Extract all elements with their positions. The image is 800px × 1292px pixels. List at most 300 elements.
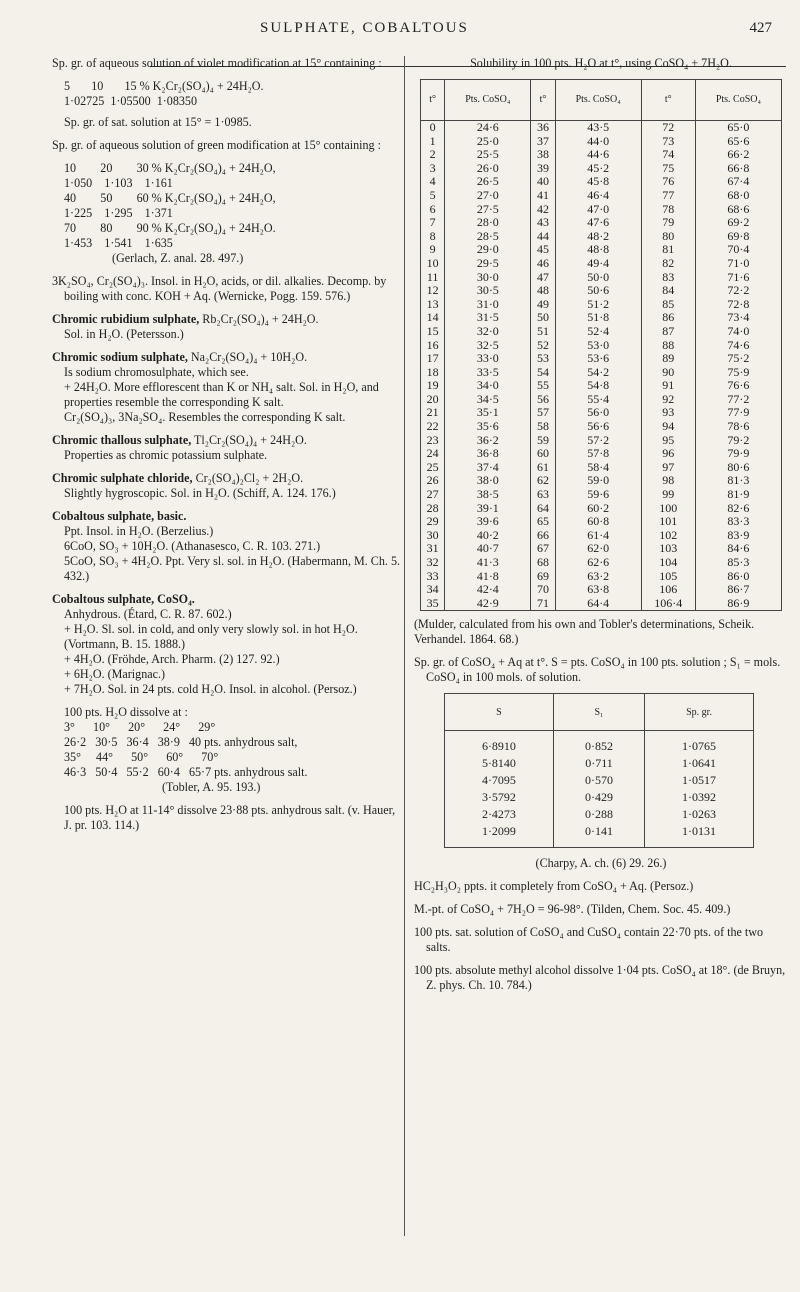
solubility-cell: 77·2	[695, 393, 781, 407]
solubility-cell: 51·2	[555, 298, 641, 312]
solubility-cell: 27·5	[445, 203, 531, 217]
spgr-row	[445, 731, 754, 756]
solubility-cell: 44·6	[555, 148, 641, 162]
solubility-cell: 85	[641, 298, 695, 312]
basic-title: Cobaltous sulphate, basic.	[52, 509, 187, 523]
solubility-cell: 56·6	[555, 420, 641, 434]
solubility-cell: 72	[641, 121, 695, 135]
solubility-cell: 49	[531, 298, 555, 312]
solubility-row	[421, 121, 782, 135]
solubility-row	[421, 474, 782, 488]
solubility-cell: 28	[421, 502, 445, 516]
solubility-row	[421, 203, 782, 217]
solubility-row	[421, 230, 782, 244]
solubility-cell: 29·0	[445, 243, 531, 257]
solubility-cell: 97	[641, 461, 695, 475]
solubility-row	[421, 216, 782, 230]
solubility-cell: 45·2	[555, 162, 641, 176]
solubility-cell: 1	[421, 135, 445, 149]
solubility-cell: 59·0	[555, 474, 641, 488]
spgr-cell: 1·2099	[445, 823, 554, 848]
spgr-cell: 1·0131	[645, 823, 754, 848]
solubility-cell: 27·0	[445, 189, 531, 203]
spgr-cell: 0·852	[553, 731, 644, 756]
solubility-cell: 65·0	[695, 121, 781, 135]
solubility-cell: 39·1	[445, 502, 531, 516]
solubility-cell: 58	[531, 420, 555, 434]
solubility-cell: 53·6	[555, 352, 641, 366]
solubility-cell: 7	[421, 216, 445, 230]
rubidium-entry	[52, 312, 404, 327]
green-intro: Sp. gr. of aqueous solution of green modification at 15° containing :	[52, 138, 381, 152]
sodium-formula: Na₂Cr₂(SO₄)₄ + 10H₂O.	[187, 350, 308, 364]
solubility-row	[421, 556, 782, 570]
spgr-table	[444, 693, 754, 848]
para-copper: 100 pts. sat. solution of CoSO₄ and CuSO₄ contain 22·70 pts. of the two salts.	[414, 925, 764, 955]
spgr-cell: 1·0392	[645, 789, 754, 806]
solubility-row	[421, 570, 782, 584]
temps-row-1: 3° 10° 20° 24° 29°	[64, 720, 216, 734]
solubility-cell: 33·5	[445, 366, 531, 380]
solubility-cell: 39·6	[445, 515, 531, 529]
solubility-cell: 62	[531, 474, 555, 488]
solubility-cell: 57	[531, 406, 555, 420]
solubility-cell: 74·6	[695, 339, 781, 353]
solubility-cell: 17	[421, 352, 445, 366]
basic-line-2: 6CoO, SO₃ + 10H₂O. (Athanasesco, C. R. 103. 271.)	[64, 539, 321, 553]
solubility-cell: 32·0	[445, 325, 531, 339]
solubility-cell: 44·0	[555, 135, 641, 149]
sodium-text-3: Cr₂(SO₄)₃, 3Na₂SO₄. Resembles the corresponding K salt.	[64, 410, 346, 424]
solubility-row	[421, 339, 782, 353]
solubility-cell: 60	[531, 447, 555, 461]
solubility-cell: 56	[531, 393, 555, 407]
spgr-cell: 4·7095	[445, 772, 554, 789]
solubility-row	[421, 148, 782, 162]
thallous-entry	[52, 433, 404, 448]
solubility-cell: 81	[641, 243, 695, 257]
solubility-cell: 83·3	[695, 515, 781, 529]
solubility-cell: 48·2	[555, 230, 641, 244]
solubility-cell: 5	[421, 189, 445, 203]
solubility-cell: 81·3	[695, 474, 781, 488]
solubility-row	[421, 271, 782, 285]
basic-line-1: Ppt. Insol. in H₂O. (Berzelius.)	[64, 524, 214, 538]
solubility-cell: 29	[421, 515, 445, 529]
green-ref: (Gerlach, Z. anal. 28. 497.)	[112, 251, 244, 265]
solubility-title: Solubility in 100 pts. H₂O at t°, using CoSO₄ + 7H₂O.	[470, 56, 732, 70]
solubility-cell: 47·6	[555, 216, 641, 230]
solubility-cell: 76	[641, 175, 695, 189]
chloride-title: Chromic sulphate chloride,	[52, 471, 193, 485]
solubility-cell: 40·7	[445, 542, 531, 556]
solubility-cell: 36·2	[445, 434, 531, 448]
solubility-cell: 78	[641, 203, 695, 217]
charpy-ref: (Charpy, A. ch. (6) 29. 26.)	[535, 856, 667, 871]
solubility-cell: 61	[531, 461, 555, 475]
solubility-cell: 33	[421, 570, 445, 584]
violet-row-2: 1·02725 1·05500 1·08350	[64, 94, 198, 108]
spgr-header-cell: S	[445, 694, 554, 731]
solubility-header-cell: t°	[641, 80, 695, 121]
solubility-cell: 58·4	[555, 461, 641, 475]
solubility-cell: 20	[421, 393, 445, 407]
violet-intro: Sp. gr. of aqueous solution of violet modification at 15° containing :	[52, 56, 382, 70]
solubility-cell: 57·2	[555, 434, 641, 448]
solubility-cell: 56·0	[555, 406, 641, 420]
solubility-row	[421, 366, 782, 380]
spgr-row	[445, 806, 754, 823]
solubility-cell: 25·5	[445, 148, 531, 162]
sodium-text-1: Is sodium chromosulphate, which see.	[64, 365, 249, 379]
temps-row-2: 35° 44° 50° 60° 70°	[64, 750, 219, 764]
solubility-cell: 52	[531, 339, 555, 353]
solubility-cell: 34·0	[445, 379, 531, 393]
spgr-cell: 6·8910	[445, 731, 554, 756]
solubility-cell: 38	[531, 148, 555, 162]
green-line-5: 70 80 90 % K₂Cr₂(SO₄)₄ + 24H₂O.	[64, 221, 276, 235]
solubility-cell: 64	[531, 502, 555, 516]
solubility-cell: 71·0	[695, 257, 781, 271]
solubility-cell: 34	[421, 583, 445, 597]
solubility-cell: 77·9	[695, 406, 781, 420]
solubility-cell: 66·8	[695, 162, 781, 176]
solubility-cell: 67·4	[695, 175, 781, 189]
spgr-cell: 0·288	[553, 806, 644, 823]
solubility-cell: 82	[641, 257, 695, 271]
solubility-cell: 41·3	[445, 556, 531, 570]
rubidium-formula: Rb₂Cr₂(SO₄)₄ + 24H₂O.	[199, 312, 319, 326]
solubility-cell: 33·0	[445, 352, 531, 366]
solubility-row	[421, 325, 782, 339]
solubility-cell: 74	[641, 148, 695, 162]
solubility-cell: 76·6	[695, 379, 781, 393]
solubility-cell: 57·8	[555, 447, 641, 461]
solubility-cell: 54·2	[555, 366, 641, 380]
basic-line-3: 5CoO, SO₃ + 4H₂O. Ppt. Very sl. sol. in H₂O. (Habermann, M. Ch. 5. 432.)	[64, 554, 401, 583]
solubility-cell: 48	[531, 284, 555, 298]
page-header	[0, 20, 800, 50]
solubility-cell: 39	[531, 162, 555, 176]
solubility-cell: 42·9	[445, 597, 531, 611]
solubility-cell: 96	[641, 447, 695, 461]
solubility-cell: 51	[531, 325, 555, 339]
solubility-row	[421, 406, 782, 420]
solubility-cell: 60·2	[555, 502, 641, 516]
solubility-cell: 15	[421, 325, 445, 339]
basic-salt-text: 3K₂SO₄, Cr₂(SO₄)₃. Insol. in H₂O, acids, or dil. alkalies. Decomp. by boiling with conc. KOH + Aq. (Wernicke, Pogg. 159. 576.)	[52, 274, 387, 303]
para-acetic: HC₂H₃O₂ ppts. it completely from CoSO₄ + Aq. (Persoz.)	[414, 879, 694, 894]
solubility-cell: 26·5	[445, 175, 531, 189]
solubility-header-cell: t°	[531, 80, 555, 121]
solubility-cell: 88	[641, 339, 695, 353]
solubility-row	[421, 162, 782, 176]
solubility-cell: 62·0	[555, 542, 641, 556]
solubility-cell: 73	[641, 135, 695, 149]
solubility-cell: 31·5	[445, 311, 531, 325]
solubility-cell: 22	[421, 420, 445, 434]
solubility-cell: 54	[531, 366, 555, 380]
spgr-cell: 1·0517	[645, 772, 754, 789]
solubility-cell: 79·9	[695, 447, 781, 461]
solubility-cell: 41	[531, 189, 555, 203]
solubility-row	[421, 488, 782, 502]
solubility-header-cell: Pts. CoSO₄	[555, 80, 641, 121]
left-column	[52, 56, 404, 841]
solubility-cell: 50·0	[555, 271, 641, 285]
solubility-cell: 10	[421, 257, 445, 271]
spgr-cell: 0·570	[553, 772, 644, 789]
solubility-cell: 106	[641, 583, 695, 597]
solubility-cell: 104	[641, 556, 695, 570]
solubility-cell: 40·2	[445, 529, 531, 543]
spgr-row	[445, 772, 754, 789]
solubility-cell: 41·8	[445, 570, 531, 584]
solubility-row	[421, 597, 782, 611]
solubility-cell: 61·4	[555, 529, 641, 543]
solubility-row	[421, 352, 782, 366]
solubility-cell: 72·8	[695, 298, 781, 312]
solubility-cell: 63·2	[555, 570, 641, 584]
violet-sat: Sp. gr. of sat. solution at 15° = 1·0985.	[64, 115, 252, 129]
solubility-cell: 75	[641, 162, 695, 176]
solubility-cell: 68	[531, 556, 555, 570]
solubility-row	[421, 379, 782, 393]
solubility-cell: 101	[641, 515, 695, 529]
tobler-ref: (Tobler, A. 95. 193.)	[162, 780, 261, 794]
solubility-cell: 26·0	[445, 162, 531, 176]
solubility-cell: 9	[421, 243, 445, 257]
solubility-cell: 25	[421, 461, 445, 475]
solubility-table	[420, 79, 782, 611]
solubility-cell: 64·4	[555, 597, 641, 611]
solubility-cell: 93	[641, 406, 695, 420]
solubility-ref: (Mulder, calculated from his own and Tobler's determinations, Scheik. Verhandel. 1864. 68.)	[414, 617, 755, 647]
solubility-cell: 43·5	[555, 121, 641, 135]
spgr-cell: 1·0263	[645, 806, 754, 823]
solubility-cell: 38·5	[445, 488, 531, 502]
solubility-row	[421, 284, 782, 298]
solubility-cell: 35	[421, 597, 445, 611]
solubility-cell: 65·6	[695, 135, 781, 149]
solubility-cell: 23	[421, 434, 445, 448]
solubility-cell: 69	[531, 570, 555, 584]
solubility-row	[421, 189, 782, 203]
solubility-cell: 30·0	[445, 271, 531, 285]
rubidium-title: Chromic rubidium sulphate,	[52, 312, 200, 326]
solubility-cell: 45	[531, 243, 555, 257]
green-line-2: 1·050 1·103 1·161	[64, 176, 173, 190]
solubility-cell: 89	[641, 352, 695, 366]
solubility-cell: 24	[421, 447, 445, 461]
solubility-cell: 50·6	[555, 284, 641, 298]
solubility-cell: 12	[421, 284, 445, 298]
solubility-cell: 14	[421, 311, 445, 325]
thallous-title: Chromic thallous sulphate,	[52, 433, 192, 447]
green-line-4: 1·225 1·295 1·371	[64, 206, 173, 220]
solubility-cell: 85·3	[695, 556, 781, 570]
solubility-cell: 4	[421, 175, 445, 189]
solubility-cell: 81·9	[695, 488, 781, 502]
solubility-cell: 84·6	[695, 542, 781, 556]
solubility-cell: 91	[641, 379, 695, 393]
sodium-entry	[52, 350, 404, 365]
solubility-cell: 18	[421, 366, 445, 380]
solubility-row	[421, 311, 782, 325]
solubility-cell: 47·0	[555, 203, 641, 217]
solubility-cell: 99	[641, 488, 695, 502]
solubility-row	[421, 447, 782, 461]
solubility-cell: 35·6	[445, 420, 531, 434]
solubility-row	[421, 515, 782, 529]
solubility-cell: 46	[531, 257, 555, 271]
solubility-cell: 13	[421, 298, 445, 312]
solubility-cell: 52·4	[555, 325, 641, 339]
solubility-cell: 98	[641, 474, 695, 488]
solubility-cell: 71	[531, 597, 555, 611]
solubility-cell: 53	[531, 352, 555, 366]
solubility-cell: 55·4	[555, 393, 641, 407]
violet-row-1: 5 10 15 % K₂Cr₂(SO₄)₄ + 24H₂O.	[64, 79, 264, 93]
solubility-cell: 31·0	[445, 298, 531, 312]
solubility-cell: 26	[421, 474, 445, 488]
cobaltous-line-2: + H₂O. Sl. sol. in cold, and only very slowly sol. in hot H₂O. (Vortmann, B. 15. 1888.)	[64, 622, 358, 651]
solubility-cell: 79	[641, 216, 695, 230]
solubility-cell: 53·0	[555, 339, 641, 353]
spgr-cell: 2·4273	[445, 806, 554, 823]
spgr-cell: 0·141	[553, 823, 644, 848]
chloride-formula: Cr₂(SO₄)₂Cl₂ + 2H₂O.	[192, 471, 304, 485]
solubility-cell: 45·8	[555, 175, 641, 189]
spgr-cell: 5·8140	[445, 755, 554, 772]
hauer-text: 100 pts. H₂O at 11-14° dissolve 23·88 pts. anhydrous salt. (v. Hauer, J. pr. 103. 114.)	[64, 803, 396, 832]
solubility-cell: 37	[531, 135, 555, 149]
solubility-cell: 47	[531, 271, 555, 285]
solubility-cell: 30·5	[445, 284, 531, 298]
solubility-cell: 27	[421, 488, 445, 502]
sodium-title: Chromic sodium sulphate,	[52, 350, 188, 364]
solubility-cell: 74·0	[695, 325, 781, 339]
spgr-cell: 1·0641	[645, 755, 754, 772]
solubility-cell: 105	[641, 570, 695, 584]
solubility-cell: 50	[531, 311, 555, 325]
solubility-cell: 32	[421, 556, 445, 570]
solubility-cell: 83·9	[695, 529, 781, 543]
solubility-cell: 72·2	[695, 284, 781, 298]
solubility-cell: 24·6	[445, 121, 531, 135]
solubility-cell: 19	[421, 379, 445, 393]
spgr-row	[445, 755, 754, 772]
solubility-cell: 86·9	[695, 597, 781, 611]
solubility-cell: 86·0	[695, 570, 781, 584]
solubility-cell: 66	[531, 529, 555, 543]
solubility-row	[421, 434, 782, 448]
spgr-header-cell: Sp. gr.	[645, 694, 754, 731]
solubility-cell: 70	[531, 583, 555, 597]
solubility-cell: 42	[531, 203, 555, 217]
solubility-cell: 42·4	[445, 583, 531, 597]
chloride-entry	[52, 471, 404, 486]
page-number: 427	[749, 20, 772, 36]
right-column	[414, 56, 788, 1001]
solubility-cell: 21	[421, 406, 445, 420]
solubility-cell: 100	[641, 502, 695, 516]
solubility-cell: 87	[641, 325, 695, 339]
solubility-cell: 63	[531, 488, 555, 502]
thallous-formula: Tl₂Cr₂(SO₄)₄ + 24H₂O.	[191, 433, 307, 447]
solubility-cell: 69·8	[695, 230, 781, 244]
solubility-cell: 28·0	[445, 216, 531, 230]
solubility-cell: 83	[641, 271, 695, 285]
dissolve-intro: 100 pts. H₂O dissolve at :	[64, 705, 188, 719]
solubility-cell: 31	[421, 542, 445, 556]
solubility-cell: 59·6	[555, 488, 641, 502]
solubility-row	[421, 135, 782, 149]
solubility-header-cell: t°	[421, 80, 445, 121]
solubility-cell: 75·9	[695, 366, 781, 380]
solubility-cell: 59	[531, 434, 555, 448]
solubility-cell: 29·5	[445, 257, 531, 271]
solubility-cell: 68·0	[695, 189, 781, 203]
solubility-cell: 34·5	[445, 393, 531, 407]
solubility-cell: 69·2	[695, 216, 781, 230]
green-line-1: 10 20 30 % K₂Cr₂(SO₄)₄ + 24H₂O,	[64, 161, 276, 175]
solubility-cell: 36	[531, 121, 555, 135]
green-line-3: 40 50 60 % K₂Cr₂(SO₄)₄ + 24H₂O,	[64, 191, 276, 205]
solubility-cell: 66·2	[695, 148, 781, 162]
solubility-cell: 90	[641, 366, 695, 380]
solubility-cell: 48·8	[555, 243, 641, 257]
solubility-cell: 6	[421, 203, 445, 217]
solubility-cell: 79·2	[695, 434, 781, 448]
solubility-cell: 67	[531, 542, 555, 556]
chloride-text: Slightly hygroscopic. Sol. in H₂O. (Schiff, A. 124. 176.)	[64, 486, 336, 500]
solubility-cell: 73·4	[695, 311, 781, 325]
solubility-row	[421, 420, 782, 434]
cobaltous-title: Cobaltous sulphate, CoSO₄.	[52, 592, 195, 606]
solubility-cell: 62·6	[555, 556, 641, 570]
solubility-cell: 54·8	[555, 379, 641, 393]
spgr-cell: 0·429	[553, 789, 644, 806]
solubility-cell: 36·8	[445, 447, 531, 461]
solubility-cell: 63·8	[555, 583, 641, 597]
solubility-cell: 46·4	[555, 189, 641, 203]
solubility-cell: 86·7	[695, 583, 781, 597]
solubility-cell: 8	[421, 230, 445, 244]
solubility-row	[421, 502, 782, 516]
rubidium-text: Sol. in H₂O. (Petersson.)	[64, 327, 184, 341]
vals-row-2: 46·3 50·4 55·2 60·4 65·7 pts. anhydrous salt.	[64, 765, 308, 779]
spgr-cell: 3·5792	[445, 789, 554, 806]
solubility-cell: 32·5	[445, 339, 531, 353]
solubility-cell: 44	[531, 230, 555, 244]
solubility-cell: 82·6	[695, 502, 781, 516]
solubility-cell: 11	[421, 271, 445, 285]
solubility-cell: 95	[641, 434, 695, 448]
solubility-cell: 40	[531, 175, 555, 189]
running-title: SULPHATE, COBALTOUS	[260, 20, 469, 36]
solubility-cell: 78·6	[695, 420, 781, 434]
solubility-cell: 25·0	[445, 135, 531, 149]
solubility-cell: 86	[641, 311, 695, 325]
solubility-row	[421, 257, 782, 271]
solubility-row	[421, 529, 782, 543]
solubility-cell: 65	[531, 515, 555, 529]
cobaltous-line-1: Anhydrous. (Étard, C. R. 87. 602.)	[64, 607, 232, 621]
solubility-cell: 77	[641, 189, 695, 203]
solubility-cell: 60·8	[555, 515, 641, 529]
solubility-cell: 35·1	[445, 406, 531, 420]
